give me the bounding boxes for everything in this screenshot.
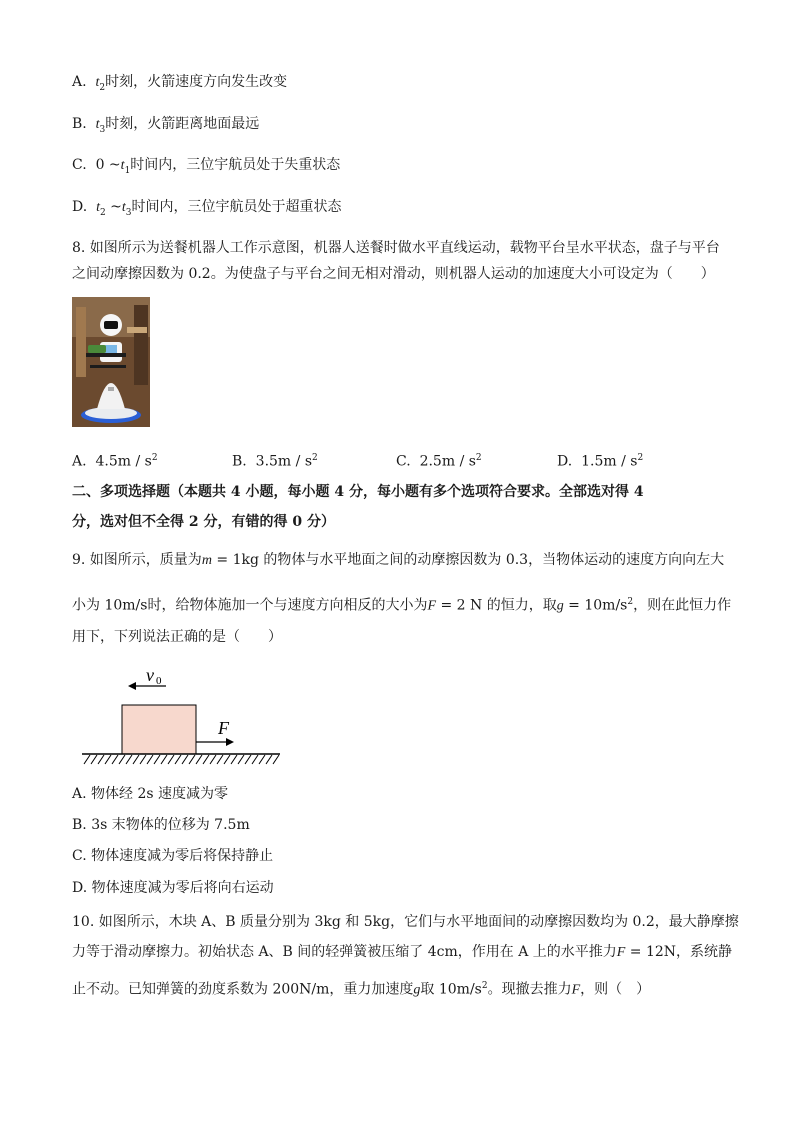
diagram-svg [78, 660, 288, 772]
option-text: 时间内，三位宇航员处于失重状态 [130, 157, 341, 173]
range-sep: ~ [105, 199, 122, 215]
q8-stem-line1: 8. 如图所示为送餐机器人工作示意图，机器人送餐时做水平直线运动，载物平台呈水平状态，盘子与平台 [72, 240, 720, 256]
text: 的物体与水平地面之间的动摩擦因数为 0.3，当物体运动的速度方向向左大 [258, 552, 725, 568]
g-value: 取 10m/s [420, 981, 482, 998]
option-label: D. [72, 199, 88, 215]
option-label: B. [232, 453, 247, 470]
exponent: 2 [312, 453, 318, 463]
q10-stem-line3 [72, 976, 650, 1001]
q8-option-a [72, 448, 158, 472]
exponent: 2 [151, 453, 158, 463]
subscript: 3 [99, 124, 106, 135]
q7-option-c [72, 155, 340, 181]
text: 止不动。已知弹簧的劲度系数为 200N/m，重力加速度 [72, 981, 414, 998]
var-t: t [120, 158, 125, 173]
q8-option-c [396, 448, 482, 472]
ground-hatching [84, 755, 279, 764]
g-value: = 10m/s [563, 597, 628, 614]
subscript: 3 [125, 207, 132, 218]
text: 。现撤去推力 [487, 981, 572, 998]
exponent: 2 [481, 981, 488, 991]
block [122, 705, 196, 754]
var-m: m [201, 553, 212, 568]
option-label: C. [72, 157, 87, 173]
q9-stem-line3: 用下，下列说法正确的是（ ） [72, 629, 282, 645]
var-F: F [571, 982, 581, 998]
q9-option-a: A. 物体经 2s 速度减为零 [72, 786, 229, 802]
text: ，则（ ） [580, 981, 651, 998]
text: ，系统静 [676, 944, 733, 960]
q8-option-b [232, 448, 318, 472]
mass-value: = 1kg [211, 552, 259, 568]
option-value: 3.5m / s [255, 453, 312, 470]
section2-heading-line2: 分，选对但不全得 2 分，有错的得 0 分） [72, 514, 335, 530]
option-label: B. [72, 116, 87, 132]
var-t: t [121, 200, 126, 215]
var-t: t [95, 75, 100, 90]
exponent: 2 [637, 453, 644, 463]
q10-stem-line2 [72, 942, 732, 963]
subscript: 2 [99, 82, 106, 93]
velocity-label: v [146, 665, 154, 685]
q9-option-d: D. 物体速度减为零后将向右运动 [72, 880, 274, 896]
var-F: F [616, 945, 626, 960]
q7-option-a [72, 72, 287, 98]
block-force-diagram [78, 660, 288, 772]
q8-option-d [557, 448, 643, 472]
q9-stem-line1 [72, 550, 724, 571]
text: 的恒力，取 [482, 597, 557, 614]
exponent: 2 [627, 597, 634, 607]
text: 小为 10m/s时，给物体施加一个与速度方向相反的大小为 [72, 597, 428, 614]
section2-heading-line1: 二、多项选择题（本题共 4 小题，每小题 4 分，每小题有多个选项符合要求。全部选对得 4 [72, 484, 644, 500]
option-text: 时刻，火箭速度方向发生改变 [105, 74, 288, 90]
option-label: C. [396, 453, 411, 470]
velocity-subscript: 0 [156, 675, 162, 687]
force-value: = 12N [625, 944, 677, 960]
var-g: g [556, 598, 564, 614]
force-label: F [218, 718, 229, 738]
text: 9. 如图所示，质量为 [72, 552, 202, 568]
exponent: 2 [475, 453, 482, 463]
option-text: 时间内，三位宇航员处于超重状态 [131, 199, 342, 215]
q9-option-b: B. 3s 末物体的位移为 7.5m [72, 817, 250, 833]
option-label: A. [72, 74, 87, 90]
q9-stem-line2 [72, 592, 731, 617]
var-t: t [95, 117, 100, 132]
option-value: 4.5m / s [95, 453, 152, 470]
velocity-arrowhead [128, 682, 136, 690]
option-label: D. [557, 453, 573, 470]
robot-photo [72, 297, 150, 427]
range-start: 0 ~ [95, 157, 121, 173]
option-label: A. [72, 453, 87, 470]
option-value: 1.5m / s [581, 453, 638, 470]
q7-option-d [72, 197, 342, 223]
force-value: = 2 N [436, 597, 483, 614]
option-text: 时刻，火箭距离地面最远 [105, 116, 260, 132]
q8-stem-line2: 之间动摩擦因数为 0.2。为使盘子与平台之间无相对滑动，则机器人运动的加速度大小可设定为（ ） [72, 266, 715, 282]
subscript: 1 [124, 165, 131, 176]
text: 力等于滑动摩擦力。初始状态 A、B 间的轻弹簧被压缩了 4cm，作用在 A 上的水平推力 [72, 944, 617, 960]
q9-option-c: C. 物体速度减为零后将保持静止 [72, 848, 274, 864]
robot-illustration [72, 297, 150, 427]
var-F: F [427, 598, 437, 614]
force-arrowhead [226, 738, 234, 746]
option-value: 2.5m / s [419, 453, 476, 470]
subscript: 2 [99, 207, 106, 218]
var-t: t [96, 200, 100, 215]
q10-stem-line1: 10. 如图所示，木块 A、B 质量分别为 3kg 和 5kg，它们与水平地面间的动摩擦因数均为 0.2，最大静摩擦 [72, 914, 739, 930]
text: ，则在此恒力作 [633, 597, 732, 614]
var-g: g [413, 982, 421, 998]
q7-option-b [72, 114, 259, 140]
